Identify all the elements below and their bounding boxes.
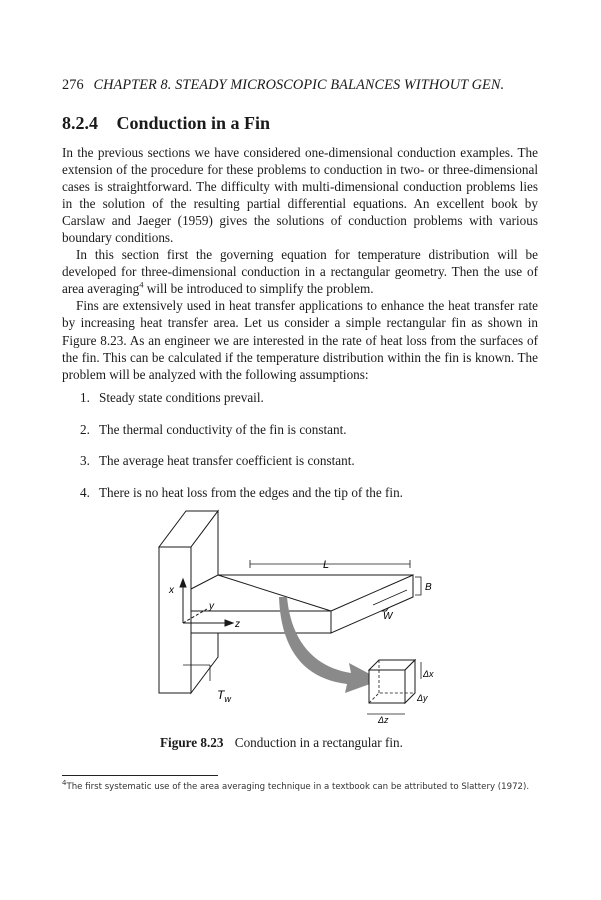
label-W: W [383,611,393,622]
footnote-rule [62,775,218,776]
paragraph-2-start: In this section first the governing equation for temperature distribution will be developed for three-dimensional conduction in a rectangular geometry. Then the use of area averaging [62,247,538,297]
list-text: The thermal conductivity of the fin is constant. [99,421,347,437]
paragraph-2-end: will be introduced to simplify the problem. [143,281,374,297]
assumptions-list [80,390,530,516]
label-delta-x: Δx [423,669,434,679]
dimension-B-bracket [415,577,421,595]
list-item [80,485,530,502]
fin-front-face [191,611,331,633]
paragraph-3: Fins are extensively used in heat transfer applications to enhance the heat transfer rate by increasing heat transfer area. Let us consider a simple rectangular fin as shown in Figure 8.23. As an engineer we are interested in the rate of heat loss from the surfaces of the fin. This can be calculated if the temperature distribution within the fin is known. The problem will be analyzed with the following assumptions: [62,298,538,382]
body-text [62,144,538,383]
list-number: 4. [80,484,90,500]
list-number: 2. [80,421,90,437]
footnote-marker: 4 [62,779,67,788]
list-text: There is no heat loss from the edges and the tip of the fin. [99,484,403,500]
list-number: 1. [80,390,90,405]
list-item [80,453,530,470]
figure-caption-text: Conduction in a rectangular fin. [234,735,403,750]
label-delta-z: Δz [378,715,389,725]
list-text: Steady state conditions prevail. [99,390,264,405]
section-title: Conduction in a Fin [116,113,271,133]
footnote-text: The first systematic use of the area averaging technique in a textbook can be attributed to Slattery (1972). [66,782,530,792]
list-item [80,390,530,407]
section-number: 8.2.4 [62,113,98,133]
paragraph-2 [62,246,538,297]
section-heading [62,113,270,134]
label-L: L [323,559,330,571]
label-z: z [235,619,240,630]
figure-caption [160,735,460,751]
page-number: 276 [62,77,84,93]
label-B: B [425,582,432,593]
paragraph-1: In the previous sections we have considered one-dimensional conduction examples. The extension of the procedure for these problems to conduction in two- or three-dimensional cases is straightforward. The difficulty with multi-dimensional conduction problems lies in the solution of the resulting partial differential equations. An excellent book by Carslaw and Jaeger (1959) gives the solutions of conduction problems with various boundary conditions. [62,145,538,246]
running-header [62,77,542,94]
wall-front-face [159,547,191,693]
running-title: CHAPTER 8. STEADY MICROSCOPIC BALANCES WITHOUT GEN. [93,77,505,93]
footnote-ref: 4 [139,279,144,290]
figure-label: Figure 8.23 [160,735,224,750]
list-text: The average heat transfer coefficient is constant. [99,453,355,468]
label-wall-temperature: $T_w$ [217,688,231,704]
list-number: 3. [80,453,90,468]
fin-diagram [155,505,445,725]
label-x: x [169,585,174,596]
footnote [62,780,542,794]
label-y: y [209,601,214,612]
list-item [80,422,530,439]
label-delta-y: Δy [417,693,428,703]
